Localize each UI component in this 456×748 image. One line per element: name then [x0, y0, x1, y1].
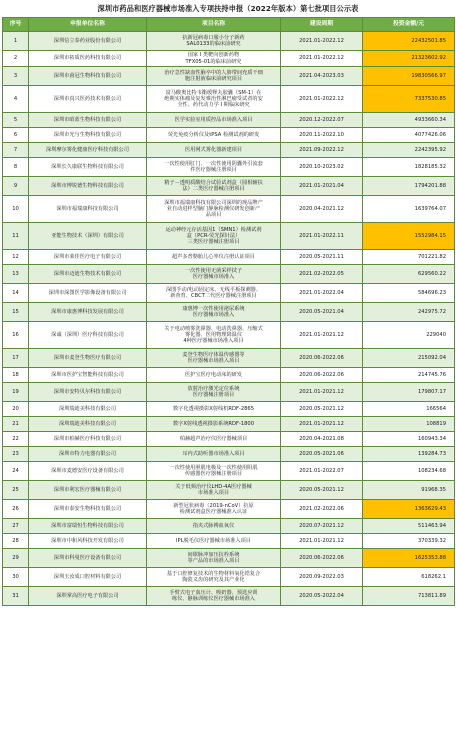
cell-company: 深圳市泰安生物科技有限公司: [29, 500, 147, 519]
table-row: [3, 481, 455, 500]
table-row: [3, 368, 455, 383]
cell-project: 间歇脉冲加压抗栓系统 等产品的市场准入项目: [147, 549, 281, 568]
cell-no: 25: [3, 481, 29, 500]
cell-no: 9: [3, 177, 29, 196]
cell-company: 深圳市光与生物科技有限公司: [29, 128, 147, 143]
cell-period: 2020.05-2021.04: [281, 303, 363, 322]
cell-company: 深圳市拓质医药科技有限公司: [29, 51, 147, 67]
cell-amount: 108819: [363, 417, 455, 432]
table-row: [3, 284, 455, 303]
header-amount: 投资金额/元: [363, 18, 455, 32]
cell-no: 13: [3, 265, 29, 284]
cell-company: 深圳市博锐德生物科技有限公司: [29, 177, 147, 196]
cell-period: 2020.06-2022.06: [281, 349, 363, 368]
cell-amount: 160943.34: [363, 432, 455, 447]
cell-amount: 229040: [363, 322, 455, 349]
table-row: [3, 223, 455, 250]
cell-period: 2020.04-2021.08: [281, 432, 363, 447]
cell-project: IPL脱毛仪医疗器械市场准入项目: [147, 534, 281, 549]
cell-period: 2021.01-2022.12: [281, 32, 363, 51]
cell-period: 2021.01-2021.04: [281, 177, 363, 196]
cell-no: 14: [3, 284, 29, 303]
cell-amount: 21323602.92: [363, 51, 455, 67]
cell-no: 5: [3, 113, 29, 128]
cell-company: 深圳市利宏医疗器械有限公司: [29, 481, 147, 500]
table-row: [3, 303, 455, 322]
cell-period: 2021.01-2022.07: [281, 462, 363, 481]
cell-project: 医学实验室用质控品市场准入项目: [147, 113, 281, 128]
cell-period: 2021.02-2022.06: [281, 500, 363, 519]
cell-amount: 4933660.34: [363, 113, 455, 128]
cell-period: 2020.05-2021.12: [281, 481, 363, 500]
cell-no: 12: [3, 250, 29, 265]
table-row: [3, 349, 455, 368]
cell-period: 2020.05-2021.06: [281, 447, 363, 462]
cell-amount: 215092.04: [363, 349, 455, 368]
cell-company: 深圳信立泰药业股份有限公司: [29, 32, 147, 51]
cell-project: 一次性使用肛门、一次性使用阴囊外引流套 件医疗器械注册项目: [147, 158, 281, 177]
cell-amount: 108234.68: [363, 462, 455, 481]
cell-project: 国家 I 类靶向创新药物 TFX05-01的临床前研究: [147, 51, 281, 67]
header-period: 建设周期: [281, 18, 363, 32]
cell-amount: 713811.89: [363, 587, 455, 606]
cell-company: 深圳市医护宝智能科技有限公司: [29, 368, 147, 383]
cell-period: 2021.01-2021.12: [281, 383, 363, 402]
table-row: [3, 462, 455, 481]
cell-project: 抗新冠病毒口服小分子新药 SAL0133的临床前研究: [147, 32, 281, 51]
cell-amount: 91968.35: [363, 481, 455, 500]
table-row: [3, 113, 455, 128]
cell-period: 2021.02-2022.05: [281, 265, 363, 284]
table-row: [3, 143, 455, 158]
table-row: [3, 587, 455, 606]
cell-amount: 242975.72: [363, 303, 455, 322]
cell-period: 2021.01-2022.12: [281, 86, 363, 113]
cell-period: 2020.06-2022.06: [281, 368, 363, 383]
table-row: [3, 383, 455, 402]
table-row: [3, 32, 455, 51]
cell-no: 26: [3, 500, 29, 519]
table-row: [3, 265, 455, 284]
cell-amount: 1639764.07: [363, 196, 455, 223]
cell-no: 19: [3, 383, 29, 402]
cell-project: 指夹式脉搏血氧仪: [147, 519, 281, 534]
table-row: [3, 177, 455, 196]
cell-project: 医用网式雾化器新建项目: [147, 143, 281, 158]
cell-project: 柏赫超声治疗仪医疗器械项目: [147, 432, 281, 447]
cell-project: 康惠博一次性使用泌尿系统 医疗器械市场准入: [147, 303, 281, 322]
cell-project: 数字X射线透视摄影系统RDF-1800: [147, 417, 281, 432]
cell-period: 2020.09-2022.03: [281, 568, 363, 587]
project-table: [2, 17, 455, 606]
table-row: [3, 158, 455, 177]
cell-company: 深圳市真兴医药技术有限公司: [29, 86, 147, 113]
cell-no: 1: [3, 32, 29, 51]
cell-project: 关于低频治疗仪LHD-4A医疗器械 市场准入项目: [147, 481, 281, 500]
cell-company: 深诚（深圳）医疗科技有限公司: [29, 322, 147, 349]
cell-company: 深圳市特力电器有限公司: [29, 447, 147, 462]
cell-project: 耳内式助听器市场准入项目: [147, 447, 281, 462]
cell-project: 放射治疗激光定位系统 医疗器械注册项目: [147, 383, 281, 402]
cell-no: 28: [3, 534, 29, 549]
cell-amount: 166564: [363, 402, 455, 417]
cell-no: 7: [3, 143, 29, 158]
cell-period: 2021.01-2021.12: [281, 417, 363, 432]
cell-no: 15: [3, 303, 29, 322]
cell-company: 深圳市康惠博科技发展有限公司: [29, 303, 147, 322]
header-company: 申报单位名称: [29, 18, 147, 32]
cell-company: 深圳市麦登生物医疗有限公司: [29, 349, 147, 368]
cell-amount: 139284.73: [363, 447, 455, 462]
cell-company: 深圳长久康联生物科技有限公司: [29, 158, 147, 177]
header-project: 项目名称: [147, 18, 281, 32]
cell-company: 深圳市麦德安医疗设备有限公司: [29, 462, 147, 481]
cell-project: 新型冠状病毒（2019-nCoV）抗原 检测试剂盒医疗器械准入认证: [147, 500, 281, 519]
table-row: [3, 534, 455, 549]
cell-company: 深圳市迈迪生物技术有限公司: [29, 265, 147, 284]
cell-no: 3: [3, 67, 29, 86]
cell-period: 2020.06-2022.06: [281, 549, 363, 568]
cell-no: 16: [3, 322, 29, 349]
cell-company: 深圳市科曼医疗设备有限公司: [29, 549, 147, 568]
cell-amount: 22432501.85: [363, 32, 455, 51]
cell-project: 麦登生物医疗体温传感器等 医疗器械市场准入项目: [147, 349, 281, 368]
cell-no: 30: [3, 568, 29, 587]
cell-no: 22: [3, 432, 29, 447]
cell-period: 2021.09-2022.12: [281, 143, 363, 158]
table-body: [3, 32, 455, 606]
table-row: [3, 67, 455, 86]
cell-amount: 511463.94: [363, 519, 455, 534]
cell-amount: 701221.82: [363, 250, 455, 265]
cell-no: 18: [3, 368, 29, 383]
table-row: [3, 196, 455, 223]
cell-amount: 1363629.43: [363, 500, 455, 519]
cell-no: 17: [3, 349, 29, 368]
cell-amount: 7337530.85: [363, 86, 455, 113]
cell-project: 荧光免疫分析仪及tPSA 检测试剂的研发: [147, 128, 281, 143]
cell-amount: 2242395.92: [363, 143, 455, 158]
cell-period: 2021.01-2022.12: [281, 51, 363, 67]
cell-project: 一次性使用胆肌电极及一次性使用阻肌 传感器医疗器械注册项目: [147, 462, 281, 481]
cell-project: 超声多普勒胎儿心率仪注册认证项目: [147, 250, 281, 265]
cell-amount: 1552984.15: [363, 223, 455, 250]
document-title: 深圳市药品和医疗器械市场准入专项扶持申报（2022年版本）第七批项目公示表: [97, 4, 359, 13]
cell-project: 深图手动/电动固定床、无线平板探测器、 新查育、CBCT二代医疗器械注册项目: [147, 284, 281, 303]
cell-no: 27: [3, 519, 29, 534]
cell-project: 运动神经元存活基因1（SMN1）检测试剂 盒（PCR-荧光探针法） 三类医疗器械注册项目: [147, 223, 281, 250]
cell-project: 关于电动喷雾洗鼻器、电动洗鼻器、压缩式 雾化器、医用物理降温仪 4种医疗器械市场准入项目: [147, 322, 281, 349]
cell-amount: 1625353.88: [363, 549, 455, 568]
cell-company: 深圳市柏赫医疗科技有限公司: [29, 432, 147, 447]
table-row: [3, 128, 455, 143]
cell-amount: 4077426.06: [363, 128, 455, 143]
table-row: [3, 500, 455, 519]
cell-company: 深圳玉汝成口腔材料有限公司: [29, 568, 147, 587]
table-header-row: [3, 18, 455, 32]
cell-company: 深圳市安特贝尔科技有限公司: [29, 383, 147, 402]
cell-period: 2021.04-2023.03: [281, 67, 363, 86]
cell-amount: 370339.32: [363, 534, 455, 549]
cell-company: 深圳市昭蓝生物科技有限公司: [29, 113, 147, 128]
cell-no: 6: [3, 128, 29, 143]
cell-no: 21: [3, 417, 29, 432]
cell-period: 2021.01-2022.04: [281, 284, 363, 303]
cell-project: 一次性使用无菌采样拭子 医疗器械市场准入: [147, 265, 281, 284]
cell-project: 手臂式电子血压计、吸奶器、预选应训 练仪、静脉训练仪医疗器械市场准入: [147, 587, 281, 606]
cell-period: 2021.01-2021.12: [281, 322, 363, 349]
table-row: [3, 51, 455, 67]
cell-company: 深圳市富瑞恒生物科技有限公司: [29, 519, 147, 534]
cell-period: 2020.12-2022.07: [281, 113, 363, 128]
cell-project: 医护宝医疗电动床的研发: [147, 368, 281, 383]
cell-project: 治疗急性缺血性脑卒中的人脐带间充质干细 胞注射液临床前研究项目: [147, 67, 281, 86]
table-row: [3, 417, 455, 432]
cell-company: 亚能生物技术（深圳）有限公司: [29, 223, 147, 250]
header-no: 序号: [3, 18, 29, 32]
cell-period: 2020.05-2021.11: [281, 250, 363, 265]
cell-no: 23: [3, 447, 29, 462]
cell-amount: 1828185.32: [363, 158, 455, 177]
cell-period: 2020.11-2022.10: [281, 128, 363, 143]
table-row: [3, 86, 455, 113]
cell-project: 基于口腔修复技术的生物材料氧化锆复合 陶瓷义齿的研究及其产业化: [147, 568, 281, 587]
cell-no: 24: [3, 462, 29, 481]
cell-amount: 179807.17: [363, 383, 455, 402]
cell-project: 富马酸奥比特韦酯缓释丸胶囊（SM-1）在 绝期实体瘤及复发难治性淋巴瘤受试者的安 全性、药代动力学 I 期临床研究: [147, 86, 281, 113]
cell-project: 精子－透明质酸结合试验试剂盒（圆相辅扶 法）二类医疗器械注册项目: [147, 177, 281, 196]
cell-company: 深圳掌高医疗电子有限公司: [29, 587, 147, 606]
table-row: [3, 568, 455, 587]
cell-no: 11: [3, 223, 29, 250]
cell-no: 29: [3, 549, 29, 568]
cell-no: 8: [3, 158, 29, 177]
cell-period: 2021.01-2022.11: [281, 223, 363, 250]
cell-amount: 584696.23: [363, 284, 455, 303]
cell-period: 2021.01-2021.12: [281, 534, 363, 549]
table-row: [3, 250, 455, 265]
table-row: [3, 447, 455, 462]
cell-period: 2020.05-2022.04: [281, 587, 363, 606]
table-row: [3, 519, 455, 534]
cell-company: 深圳市莱佳医疗电子有限公司: [29, 250, 147, 265]
cell-company: 深圳市中和风科技开发有限公司: [29, 534, 147, 549]
cell-no: 4: [3, 86, 29, 113]
cell-project: 深圳市福瑞康科技有限公司深圳的现品牌产 业自动进样型脑门静脉检测仪研发创新产 品项目: [147, 196, 281, 223]
cell-amount: 618262.1: [363, 568, 455, 587]
table-row: [3, 402, 455, 417]
cell-no: 10: [3, 196, 29, 223]
cell-company: 深圳摩尔雾化健康医疗科技有限公司: [29, 143, 147, 158]
cell-period: 2020.05-2021.12: [281, 402, 363, 417]
cell-no: 20: [3, 402, 29, 417]
cell-period: 2020.07-2021.12: [281, 519, 363, 534]
cell-project: 数字化透视摄影X射线机RDF-2865: [147, 402, 281, 417]
table-row: [3, 322, 455, 349]
cell-amount: 1794201.88: [363, 177, 455, 196]
cell-amount: 629560.22: [363, 265, 455, 284]
cell-company: 深圳市茵冠生物科技有限公司: [29, 67, 147, 86]
cell-amount: 19830566.97: [363, 67, 455, 86]
table-row: [3, 432, 455, 447]
cell-period: 2020.04-2021.12: [281, 196, 363, 223]
cell-company: 深圳瑞迪美科技有限公司: [29, 417, 147, 432]
cell-amount: 214745.76: [363, 368, 455, 383]
cell-company: 深圳瑞迪美科技有限公司: [29, 402, 147, 417]
cell-period: 2020.10-2023.02: [281, 158, 363, 177]
cell-company: 深圳市深图医学影像设备有限公司: [29, 284, 147, 303]
table-row: [3, 549, 455, 568]
cell-no: 2: [3, 51, 29, 67]
cell-company: 深圳市福瑞康科技有限公司: [29, 196, 147, 223]
cell-no: 31: [3, 587, 29, 606]
